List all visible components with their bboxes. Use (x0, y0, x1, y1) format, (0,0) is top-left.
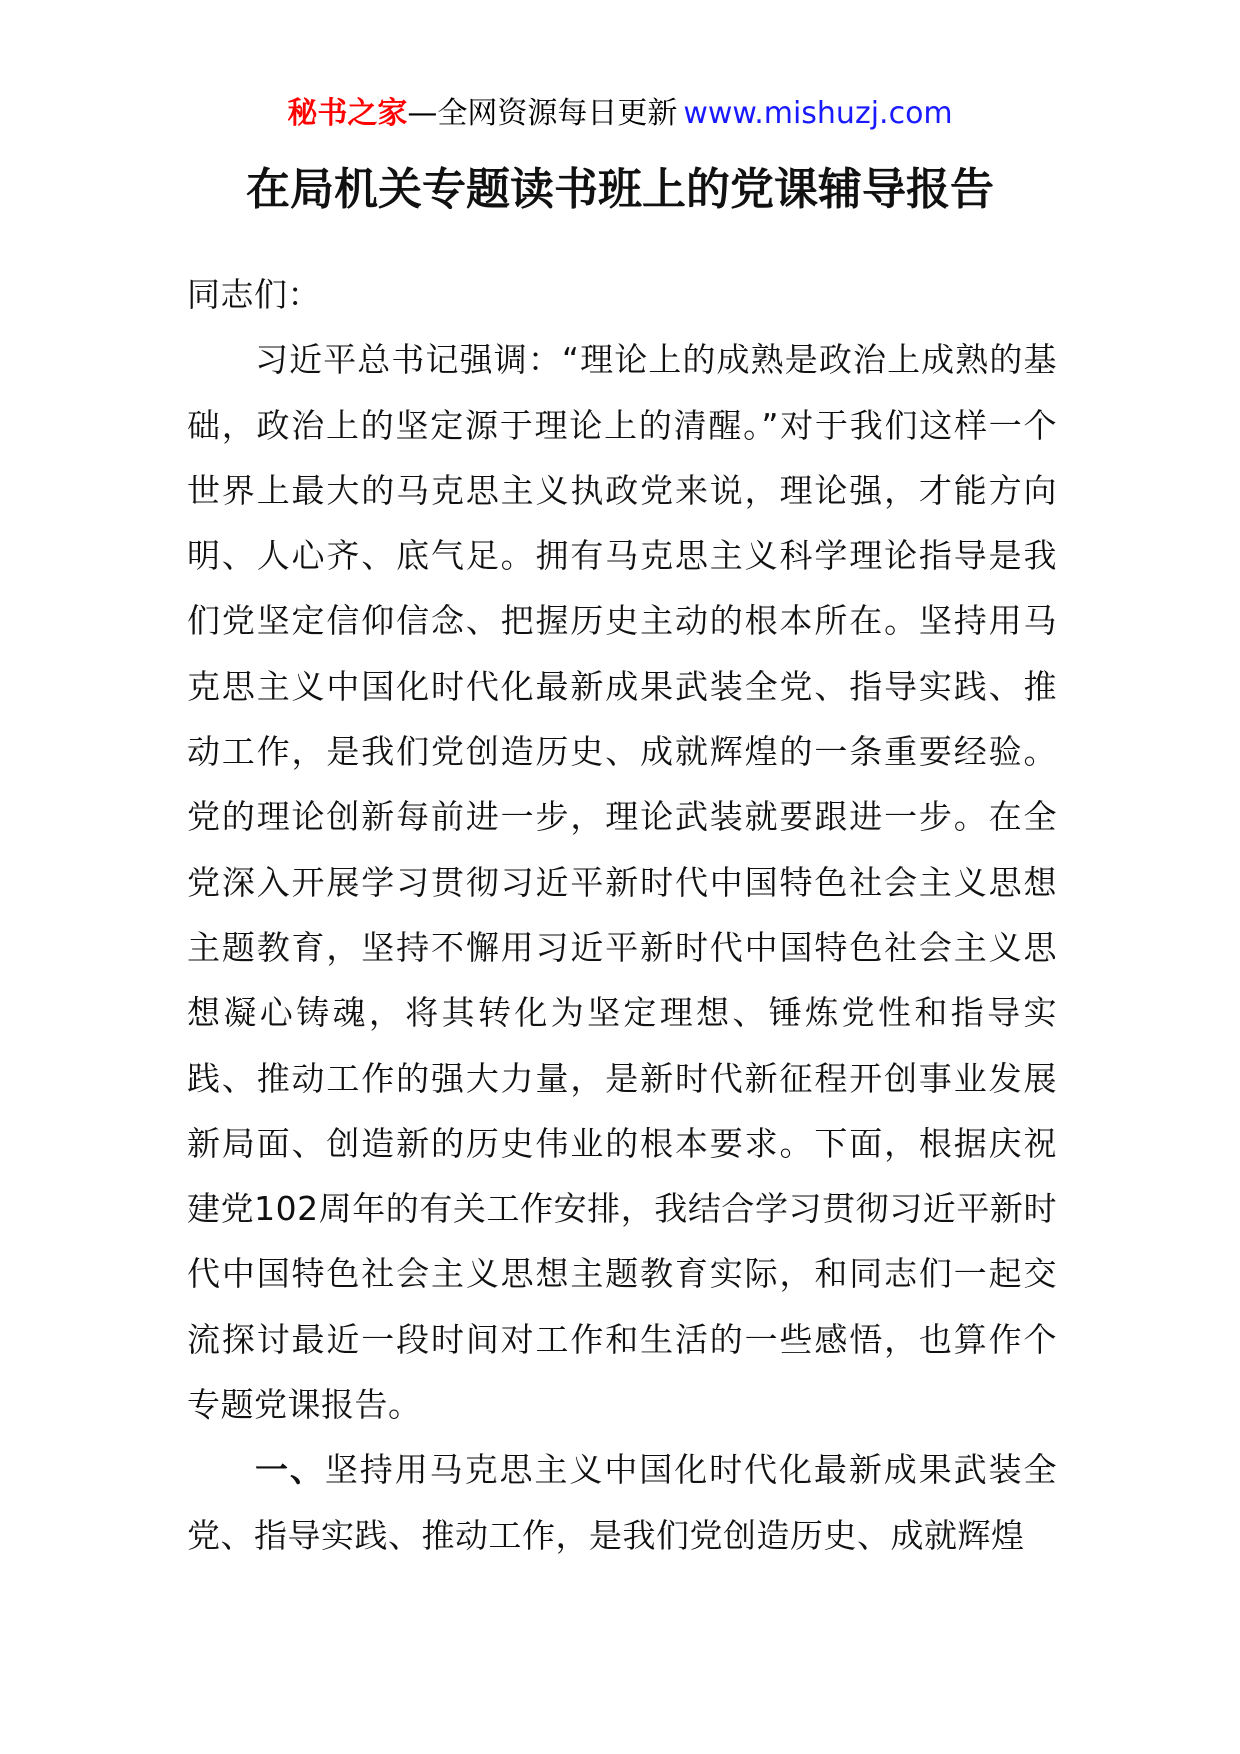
site-tagline: —全网资源每日更新 (407, 96, 678, 131)
site-header (0, 94, 1240, 134)
body-paragraph: 习近平总书记强调：“理论上的成熟是政治上成熟的基础，政治上的坚定源于理论上的清醒。”对于我们这样一个世界上最大的马克思主义执政党来说，理论强，才能方向明、人心齐、底气足。拥有马克思主义科学理论指导是我们党坚定信仰信念、把握历史主动的根本所在。坚持用马克思主义中国化时代化最新成果武装全党、指导实践、推动工作，是我们党创造历史、成就辉煌的一条重要经验。党的理论创新每前进一步，理论武装就要跟进一步。在全党深入开展学习贯彻习近平新时代中国特色社会主义思想主题教育，坚持不懈用习近平新时代中国特色社会主义思想凝心铸魂，将其转化为坚定理想、锤炼党性和指导实践、推动工作的强大力量，是新时代新征程开创事业发展新局面、创造新的历史伟业的根本要求。下面，根据庆祝建党102周年的有关工作安排，我结合学习贯彻习近平新时代中国特色社会主义思想主题教育实际，和同志们一起交流探讨最近一段时间对工作和生活的一些感悟，也算作个专题党课报告。 (187, 340, 1057, 1425)
section-heading-text: 坚持用马克思主义中国化时代化最新成果武装全党、指导实践、推动工作，是我们党创造历史、成就辉煌 (187, 1450, 1058, 1555)
site-url-link[interactable]: www.mishuzj.com (683, 96, 953, 131)
site-brand: 秘书之家 (287, 96, 408, 131)
document-title: 在局机关专题读书班上的党课辅导报告 (246, 164, 994, 215)
section-number: 一、 (255, 1450, 325, 1490)
salutation: 同志们： (187, 275, 321, 314)
section-heading (187, 1437, 1057, 1568)
document-body (187, 262, 1057, 1568)
